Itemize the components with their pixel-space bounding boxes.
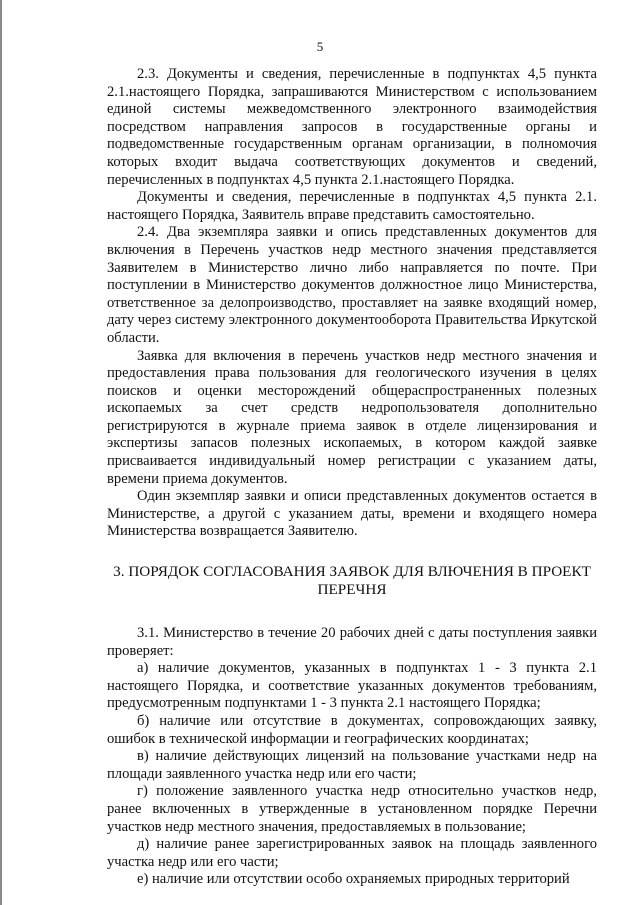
paragraph-copy-return: Один экземпляр заявки и описи представленных документов остается в Министерстве, а другой с указанием даты, времени и входящего номера Министерства возвращается Заявителю. xyxy=(107,488,597,540)
paragraph-2-3-note: Документы и сведения, перечисленные в подпунктах 4,5 пункта 2.1. настоящего Порядка, Заявитель вправе представить самостоятельно. xyxy=(107,189,597,223)
section-heading: 3. ПОРЯДОК СОГЛАСОВАНИЯ ЗАЯВОК ДЛЯ ВЛЮЧЕНИЯ В ПРОЕКТ ПЕРЕЧНЯ xyxy=(113,563,591,599)
list-item-d: д) наличие ранее зарегистрированных заявок на площадь заявленного участка недр или его части; xyxy=(107,836,597,870)
scan-edge-line xyxy=(0,0,2,905)
page-number: 5 xyxy=(316,39,324,54)
paragraph-2-4: 2.4. Два экземпляра заявки и опись представленных документов для включения в Перечень участков недр местного значения представляется Заявителем в Министерство лично либо направляется по почте. При поступлении в Министерство документов должностное лицо Министерства, ответственное за делопроизводство, проставляет на заявке входящий номер, дату через систему электронного документооборота Правительства Иркутской области. xyxy=(107,224,597,346)
paragraph-registration: Заявка для включения в перечень участков недр местного значения и предоставления права пользования для геологического изучения в целях поисков и оценки месторождений общераспространенных полезных ископаемых за счет средств недропользователя дополнительно регистрируются в журнале приема заявок в отделе лицензирования и экспертизы запасов полезных ископаемых, в котором каждой заявке присваивается индивидуальный номер регистрации с указанием даты, времени приема документов. xyxy=(107,347,597,487)
paragraph-3-1: 3.1. Министерство в течение 20 рабочих дней с даты поступления заявки проверяет: xyxy=(107,625,597,659)
list-item-g: г) положение заявленного участка недр относительно участков недр, ранее включенных в утвержденные в установленном порядке Перечни участков недр местного значения, предоставляемых в пользование; xyxy=(107,783,597,835)
list-item-a: а) наличие документов, указанных в подпунктах 1 - 3 пункта 2.1 настоящего Порядка, и соответствие указанных документов требованиям, предусмотренным подпунктами 1 - 3 пункта 2.1 настоящего Порядка; xyxy=(107,660,597,712)
list-item-v: в) наличие действующих лицензий на пользование участками недр на площади заявленного участка недр или его части; xyxy=(107,748,597,782)
paragraph-2-3: 2.3. Документы и сведения, перечисленные в подпунктах 4,5 пункта 2.1.настоящего Порядка, запрашиваются Министерством с использованием единой системы межведомственного электронного взаимодействия посредством направления запросов в государственные органы и подведомственные государственным органам организации, в полномочия которых входит выдача соответствующих документов и сведений, перечисленных в подпунктах 4,5 пункта 2.1.настоящего Порядка. xyxy=(107,66,597,188)
list-item-e: е) наличие или отсутствии особо охраняемых природных территорий xyxy=(137,871,570,888)
list-item-b: б) наличие или отсутствие в документах, сопровождающих заявку, ошибок в технической информации и географических координатах; xyxy=(107,713,597,747)
document-body xyxy=(107,66,597,889)
